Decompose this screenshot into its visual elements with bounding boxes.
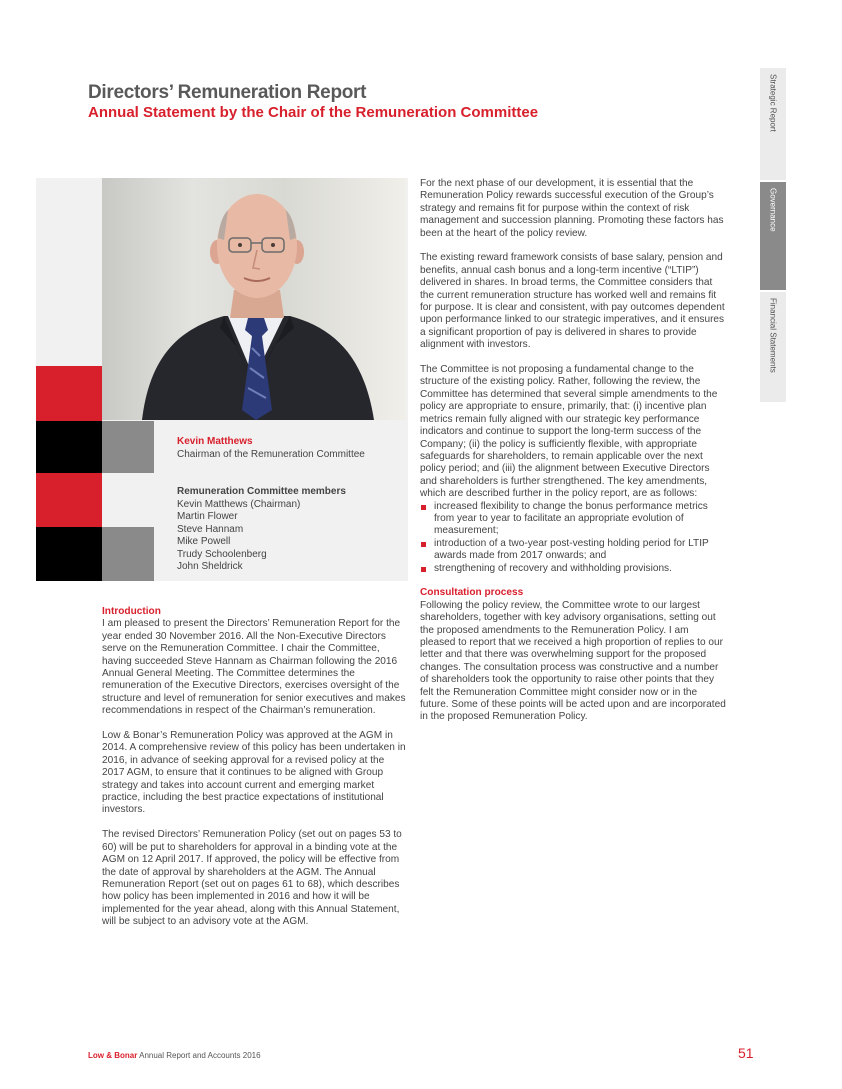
page-footer — [88, 1051, 261, 1060]
tab-financial-statements[interactable] — [760, 292, 786, 402]
member-item: Trudy Schoolenberg — [177, 548, 267, 560]
body-paragraph: For the next phase of our development, it is essential that the Remuneration Policy rewards successful execution of the Group’s strategy and remains fit for purpose within the context of risk management and succession planning. Promoting these factors has been at the heart of the policy review. — [420, 178, 724, 239]
member-item: Kevin Matthews (Chairman) — [177, 498, 301, 510]
page-header — [88, 82, 538, 122]
list-item: introduction of a two-year post-vesting holding period for LTIP awards made from 2017 onwards; and — [420, 538, 726, 563]
page-number: 51 — [738, 1045, 754, 1061]
body-paragraph: Following the policy review, the Committee wrote to our largest shareholders, together with key advisory organisations, setting out the proposed amendments to the Remuneration Policy. I am pleased to report that we received a high proportion of replies to our letter and that there was overwhelming support for the proposed changes. The consultation process was constructive and a number of shareholders took the opportunity to raise other points that they felt the Remuneration Committee might consider now or in the future. Some of these points will be acted upon and are incorporated in the proposed Remuneration Policy. — [420, 599, 726, 723]
amendments-list — [420, 501, 726, 575]
tab-strategic-report[interactable] — [760, 68, 786, 180]
body-paragraph: Low & Bonar’s Remuneration Policy was approved at the AGM in 2014. A comprehensive review of this policy has been undertaken in 2016, in advance of seeking approval for a revised policy at the 2017 AGM, to ensure that it continues to be aligned with Group strategy and takes into account current and emerging market practice, including the best practice expectations of institutional investors. — [102, 730, 406, 816]
list-item: strengthening of recovery and withholding provisions. — [420, 563, 726, 575]
decorative-blocks — [36, 366, 154, 581]
tab-label: Financial Statements — [768, 298, 778, 373]
tab-label: Strategic Report — [768, 74, 778, 132]
consultation-heading: Consultation process — [420, 587, 524, 599]
page-title: Directors’ Remuneration Report — [88, 82, 367, 103]
member-item: Steve Hannam — [177, 523, 244, 535]
committee-members — [177, 486, 346, 574]
body-paragraph: I am pleased to present the Directors’ Remuneration Report for the year ended 30 November 2016. All the Non-Executive Directors serve on the Remuneration Committee. I chair the Committee, having succeeded Steve Hannam as Chairman following the 2016 Annual General Meeting. The Committee determines the remuneration of the Executive Directors, exercises oversight of the structure and level of remuneration for senior executives and makes recommendations in respect of the Chairman’s remuneration. — [102, 618, 406, 717]
body-paragraph: The revised Directors’ Remuneration Policy (set out on pages 53 to 60) will be put to shareholders for approval in a binding vote at the AGM on 12 April 2017. If approved, the policy will be effective from the date of approval by shareholders at the AGM. The Annual Remuneration Report (set out on pages 61 to 68), which describes how policy has been implemented in 2016 and how it will be implemented for the year ahead, along with this Annual Statement, will be subject to an advisory vote at the AGM. — [102, 829, 402, 928]
left-column — [102, 606, 407, 941]
tab-label: Governance — [768, 188, 778, 232]
members-heading: Remuneration Committee members — [177, 486, 346, 497]
right-column — [420, 178, 726, 736]
footer-brand: Low & Bonar — [88, 1051, 138, 1060]
chairman-caption — [177, 436, 365, 461]
member-item: Mike Powell — [177, 536, 231, 547]
introduction-heading: Introduction — [102, 606, 161, 617]
page-subtitle: Annual Statement by the Chair of the Remuneration Committee — [88, 104, 539, 121]
member-item: John Sheldrick — [177, 561, 243, 572]
list-item: increased flexibility to change the bonus performance metrics from year to year to facilitate an appropriate evolution of measurement; — [420, 501, 726, 538]
chairman-role: Chairman of the Remuneration Committee — [177, 448, 365, 460]
member-item: Martin Flower — [177, 511, 238, 522]
footer-text: Annual Report and Accounts 2016 — [137, 1051, 261, 1060]
body-paragraph: The existing reward framework consists of base salary, pension and benefits, annual cash bonus and a long-term incentive (“LTIP”) delivered in shares. In broad terms, the Committee considers that the current remuneration structure has worked well and remains fit for purpose. It is clear and consistent, with pay outcomes dependent upon performance linked to our strategic imperatives, and it ensures a significant proportion of pay is delivered in shares to provide alignment with investors. — [420, 252, 725, 351]
tab-governance[interactable] — [760, 182, 786, 290]
chairman-name: Kevin Matthews — [177, 436, 253, 447]
body-paragraph: The Committee is not proposing a fundamental change to the structure of the existing policy. Rather, following the review, the Committee has determined that several simple amendments to the policy are appropriate to ensure, primarily, that: (i) incentive plan metrics remain fully aligned with our strategic key performance indicators and continue to support the long-term success of the Company; (ii) the policy is sufficiently flexible, with appropriate safeguards for shareholders, to remain applicable over the next policy period; and (iii) the alignment between Executive Directors and shareholders is further strengthened. The key amendments, which are described further in the policy report, are as follows: — [420, 364, 718, 500]
